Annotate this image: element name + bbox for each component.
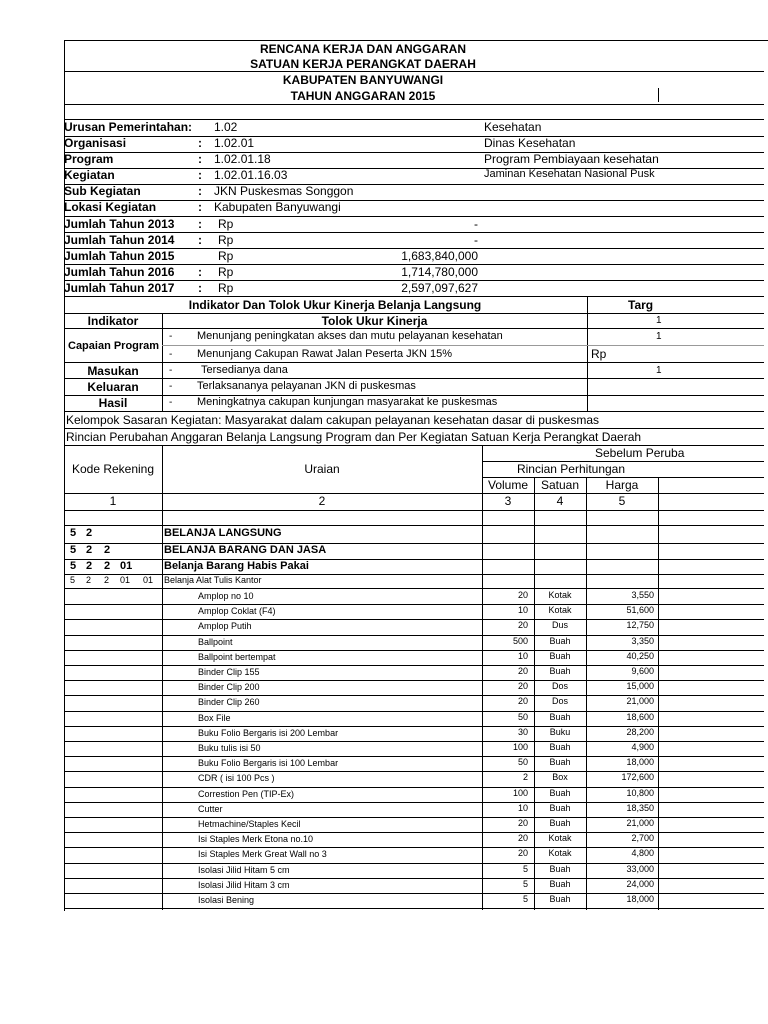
divider (64, 863, 764, 864)
item-volume: 100 (512, 742, 528, 752)
item-satuan: Buah (549, 788, 571, 798)
divider (64, 136, 764, 137)
item-harga: 12,750 (626, 620, 654, 630)
divider (64, 411, 764, 412)
account-code: 01 (143, 575, 154, 585)
item-volume: 50 (517, 712, 528, 722)
indikator-heading: Indikator Dan Tolok Ukur Kinerja Belanja Langsung (188, 298, 482, 312)
item-volume: 20 (517, 833, 528, 843)
divider (534, 477, 535, 910)
col-kode-rekening: Kode Rekening (71, 462, 155, 476)
divider (64, 878, 764, 879)
item-satuan: Box (552, 772, 568, 782)
jumlah-currency: Rp (218, 281, 234, 295)
account-code: 01 (120, 575, 131, 585)
item-satuan: Buah (549, 636, 571, 646)
divider (64, 378, 764, 379)
item-name: Cutter (198, 804, 223, 814)
info-colon: : (198, 184, 202, 198)
target-value: 1 (656, 331, 662, 342)
item-satuan: Buah (549, 894, 571, 904)
divider (64, 362, 764, 363)
target-heading: Targ (628, 298, 654, 312)
divider (64, 184, 764, 185)
info-label: Sub Kegiatan (64, 184, 141, 198)
item-volume: 20 (517, 590, 528, 600)
masukan-value: Tersedianya dana (201, 364, 288, 376)
item-satuan: Kotak (548, 605, 572, 615)
jumlah-colon: : (198, 217, 202, 231)
info-code: 1.02 (214, 120, 238, 134)
item-harga: 21,000 (626, 696, 654, 706)
sebelum-perubahan: Sebelum Peruba (595, 446, 685, 460)
divider (64, 756, 764, 757)
title-line-2: SATUAN KERJA PERANGKAT DAERAH (250, 57, 476, 71)
jumlah-label: Jumlah Tahun 2014 (64, 233, 175, 247)
kelompok-sasaran: Kelompok Sasaran Kegiatan: Masyarakat dalam cakupan pelayanan kesehatan dasar di puskesmas (66, 413, 599, 427)
divider (64, 200, 764, 201)
info-colon: : (198, 168, 202, 182)
account-name: Belanja Alat Tulis Kantor (164, 575, 262, 585)
item-name: Buku Folio Bergaris isi 100 Lembar (198, 758, 339, 768)
jumlah-label: Jumlah Tahun 2017 (64, 281, 175, 295)
item-satuan: Kotak (548, 833, 572, 843)
divider (64, 817, 764, 818)
divider (64, 711, 764, 712)
divider (64, 328, 764, 329)
item-volume: 100 (512, 788, 528, 798)
item-name: Amplop Coklat (F4) (198, 606, 276, 616)
divider (64, 771, 764, 772)
divider (64, 525, 764, 526)
item-name: Ballpoint (198, 637, 233, 647)
info-code: Kabupaten Banyuwangi (214, 200, 341, 214)
item-satuan: Dus (551, 620, 568, 630)
col-indikator: Indikator (87, 314, 139, 328)
divider (64, 604, 764, 605)
col-number-2: 2 (318, 494, 326, 508)
divider (64, 650, 764, 651)
account-name: BELANJA BARANG DAN JASA (164, 544, 327, 556)
jumlah-value: - (474, 233, 478, 247)
item-name: Correstion Pen (TIP-Ex) (198, 789, 295, 799)
info-label: Lokasi Kegiatan (64, 200, 157, 214)
jumlah-value: 1,714,780,000 (401, 265, 478, 279)
item-name: Binder Clip 155 (198, 667, 260, 677)
divider (64, 741, 764, 742)
jumlah-label: Jumlah Tahun 2013 (64, 217, 175, 231)
divider (210, 280, 482, 281)
jumlah-currency: Rp (218, 233, 234, 247)
col-volume: Volume (487, 478, 529, 492)
item-volume: 20 (517, 696, 528, 706)
jumlah-colon: : (198, 233, 202, 247)
divider (64, 71, 764, 72)
info-label: Kegiatan (64, 168, 115, 182)
account-code: 2 (104, 575, 110, 585)
item-name: Isolasi Bening (198, 895, 255, 905)
dash: - (169, 397, 173, 408)
account-code: 5 (70, 575, 76, 585)
target-value: 1 (656, 365, 662, 376)
item-volume: 10 (517, 605, 528, 615)
item-name: Isolasi Jilid Hitam 5 cm (198, 865, 290, 875)
col-rincian: Rincian Perhitungan (516, 462, 626, 476)
jumlah-label: Jumlah Tahun 2016 (64, 265, 175, 279)
item-name: Buku Folio Bergaris isi 200 Lembar (198, 728, 339, 738)
item-harga: 28,200 (626, 727, 654, 737)
hasil-value: Meningkatnya cakupan kunjungan masyarakat ke puskesmas (197, 396, 498, 408)
divider (162, 345, 764, 346)
divider (64, 152, 764, 153)
item-name: Binder Clip 260 (198, 697, 260, 707)
jumlah-colon: : (198, 265, 202, 279)
item-harga: 24,000 (626, 879, 654, 889)
account-code: 5 (70, 560, 77, 572)
divider (64, 104, 764, 105)
item-harga: 172,600 (621, 772, 654, 782)
account-code: 2 (104, 560, 111, 572)
item-satuan: Buah (549, 651, 571, 661)
divider (64, 296, 764, 297)
info-colon: : (198, 152, 202, 166)
capaian-2: Menunjang Cakupan Rawat Jalan Peserta JKN 15% (197, 348, 452, 360)
divider (64, 832, 764, 833)
capaian-1: Menunjang peningkatan akses dan mutu pelayanan kesehatan (197, 330, 503, 342)
account-code: 5 (70, 544, 77, 556)
item-volume: 20 (517, 818, 528, 828)
title-line-1: RENCANA KERJA DAN ANGGARAN (259, 42, 466, 56)
jumlah-currency: Rp (218, 217, 234, 231)
divider (64, 635, 764, 636)
col-number-5: 5 (618, 494, 626, 508)
account-code: 01 (120, 560, 133, 572)
item-harga: 40,250 (626, 651, 654, 661)
divider (64, 847, 764, 848)
info-description: Jaminan Kesehatan Nasional Pusk (484, 168, 655, 180)
col-satuan: Satuan (540, 478, 580, 492)
item-name: Isi Staples Merk Great Wall no 3 (198, 849, 327, 859)
item-satuan: Buah (549, 742, 571, 752)
masukan-label: Masukan (87, 364, 139, 378)
col-number-4: 4 (556, 494, 564, 508)
item-volume: 5 (522, 894, 528, 904)
item-satuan: Buah (549, 864, 571, 874)
item-satuan: Buah (549, 803, 571, 813)
item-harga: 33,000 (626, 864, 654, 874)
col-number-1: 1 (109, 494, 117, 508)
capaian-label: Capaian Program (68, 340, 160, 352)
capaian-2-target: Rp (591, 347, 607, 361)
divider (64, 680, 764, 681)
jumlah-currency: Rp (218, 265, 234, 279)
item-volume: 20 (517, 848, 528, 858)
item-satuan: Kotak (548, 848, 572, 858)
info-description: Dinas Kesehatan (484, 136, 576, 150)
item-volume: 20 (517, 620, 528, 630)
info-description: Program Pembiayaan kesehatan (484, 152, 659, 166)
divider (586, 477, 587, 910)
item-volume: 500 (512, 636, 528, 646)
account-name: Belanja Barang Habis Pakai (164, 560, 309, 572)
item-name: Box File (198, 713, 231, 723)
dash: - (169, 349, 173, 360)
item-name: Binder Clip 200 (198, 682, 260, 692)
item-harga: 4,900 (631, 742, 654, 752)
info-colon: : (198, 200, 202, 214)
item-name: Isi Staples Merk Etona no.10 (198, 834, 314, 844)
item-harga: 3,550 (631, 590, 654, 600)
divider (64, 168, 764, 169)
item-satuan: Buah (549, 757, 571, 767)
item-satuan: Buku (549, 727, 571, 737)
item-name: Buku tulis isi 50 (198, 743, 261, 753)
dash: - (169, 365, 173, 376)
account-code: 5 (70, 527, 77, 539)
divider (64, 588, 764, 589)
item-volume: 5 (522, 864, 528, 874)
divider (64, 893, 764, 894)
title-line-4: TAHUN ANGGARAN 2015 (290, 89, 436, 103)
item-harga: 3,350 (631, 636, 654, 646)
divider (64, 619, 764, 620)
item-name: Amplop no 10 (198, 591, 254, 601)
dash: - (169, 381, 173, 392)
item-satuan: Dos (551, 681, 568, 691)
item-harga: 21,000 (626, 818, 654, 828)
info-colon: : (198, 136, 202, 150)
hasil-label: Hasil (98, 396, 128, 410)
item-volume: 30 (517, 727, 528, 737)
jumlah-value: 2,597,097,627 (401, 281, 478, 295)
info-label: Program (64, 152, 114, 166)
info-code: 1.02.01 (214, 136, 255, 150)
item-volume: 5 (522, 879, 528, 889)
item-satuan: Kotak (548, 590, 572, 600)
item-harga: 18,000 (626, 757, 654, 767)
account-code: 2 (104, 544, 111, 556)
item-name: Ballpoint bertempat (198, 652, 276, 662)
account-code: 2 (86, 527, 93, 539)
item-volume: 50 (517, 757, 528, 767)
dash: - (169, 331, 173, 342)
divider (64, 908, 764, 909)
col-harga: Harga (605, 478, 639, 492)
title-line-3: KABUPATEN BANYUWANGI (282, 73, 444, 87)
account-code: 2 (86, 544, 93, 556)
col-number-3: 3 (504, 494, 512, 508)
keluaran-label: Keluaran (87, 380, 139, 394)
item-volume: 20 (517, 681, 528, 691)
rincian-title: Rincian Perubahan Anggaran Belanja Langsung Program dan Per Kegiatan Satuan Kerja Perangkat Daerah (66, 430, 642, 444)
info-code: 1.02.01.16.03 (214, 168, 288, 182)
item-harga: 2,700 (631, 833, 654, 843)
col-uraian: Uraian (304, 462, 340, 476)
info-label: Organisasi (64, 136, 127, 150)
item-satuan: Buah (549, 712, 571, 722)
item-harga: 15,000 (626, 681, 654, 691)
divider (64, 428, 764, 429)
account-name: BELANJA LANGSUNG (164, 527, 282, 539)
jumlah-value: - (474, 217, 478, 231)
item-harga: 51,600 (626, 605, 654, 615)
jumlah-currency: Rp (218, 249, 234, 263)
item-volume: 2 (522, 772, 528, 782)
item-satuan: Buah (549, 879, 571, 889)
divider (658, 88, 659, 102)
info-description: Kesehatan (484, 120, 542, 134)
divider (64, 802, 764, 803)
divider (64, 726, 764, 727)
item-name: Hetmachine/Staples Kecil (198, 819, 301, 829)
info-label: Urusan Pemerintahan: (64, 120, 193, 134)
item-harga: 18,600 (626, 712, 654, 722)
target-value: 1 (656, 315, 662, 326)
account-code: 2 (86, 560, 93, 572)
item-name: Amplop Putih (198, 621, 252, 631)
item-harga: 9,600 (631, 666, 654, 676)
divider (658, 477, 659, 910)
col-tolok-ukur: Tolok Ukur Kinerja (321, 314, 428, 328)
divider (64, 787, 764, 788)
item-harga: 18,350 (626, 803, 654, 813)
item-satuan: Dos (551, 696, 568, 706)
item-volume: 20 (517, 666, 528, 676)
divider (64, 665, 764, 666)
divider (162, 445, 163, 910)
item-name: CDR ( isi 100 Pcs ) (198, 773, 275, 783)
item-name: Isolasi Jilid Hitam 3 cm (198, 880, 290, 890)
divider (587, 297, 588, 411)
jumlah-colon: : (198, 281, 202, 295)
item-satuan: Buah (549, 818, 571, 828)
info-code: 1.02.01.18 (214, 152, 271, 166)
account-code: 2 (86, 575, 92, 585)
divider (64, 695, 764, 696)
jumlah-value: 1,683,840,000 (401, 249, 478, 263)
item-harga: 10,800 (626, 788, 654, 798)
divider (64, 510, 764, 511)
item-volume: 10 (517, 803, 528, 813)
keluaran-value: Terlaksananya pelayanan JKN di puskesmas (197, 380, 416, 392)
item-harga: 18,000 (626, 894, 654, 904)
item-satuan: Buah (549, 666, 571, 676)
item-volume: 10 (517, 651, 528, 661)
item-harga: 4,800 (631, 848, 654, 858)
info-code: JKN Puskesmas Songgon (214, 184, 354, 198)
jumlah-label: Jumlah Tahun 2015 (64, 249, 175, 263)
